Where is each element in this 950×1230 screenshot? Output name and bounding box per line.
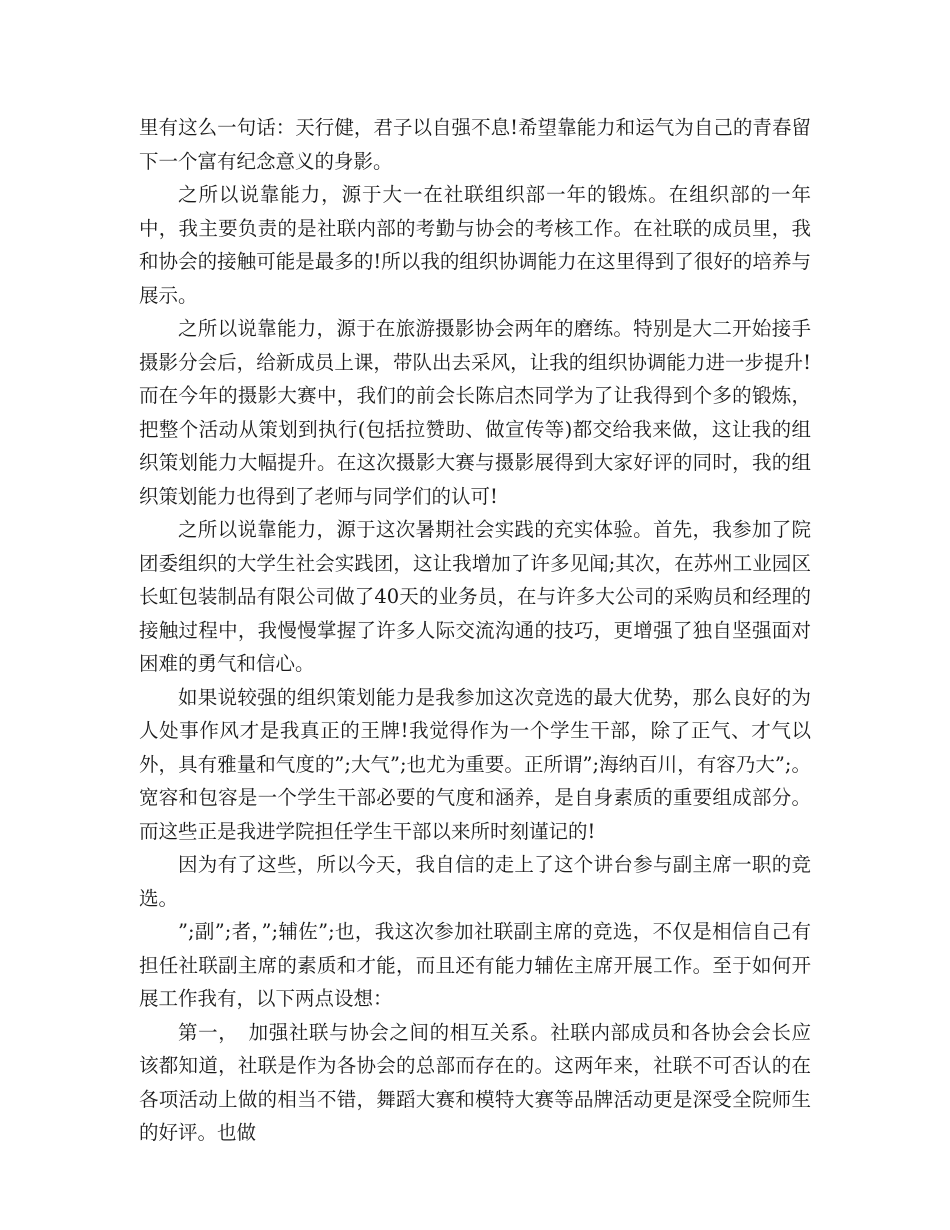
paragraph-3: 之所以说靠能力，源于在旅游摄影协会两年的磨练。特别是大二开始接手摄影分会后，给新成员上课，带队出去采风，让我的组织协调能力进一步提升!而在今年的摄影大赛中，我们的前会长陈启杰同学为了让我得到个多的锻炼，把整个活动从策划到执行(包括拉赞助、做宣传等)都交给我来做，这让我的组织策划能力大幅提升。在这次摄影大赛与摄影展得到大家好评的同时，我的组织策划能力也得到了老师与同学们的认可! <box>139 317 811 508</box>
document-body <box>139 111 811 1150</box>
paragraph-1: 里有这么一句话：天行健，君子以自强不息!希望靠能力和运气为自己的青春留下一个富有纪念意义的身影。 <box>139 116 811 173</box>
paragraph-2: 之所以说靠能力，源于大一在社联组织部一年的锻炼。在组织部的一年中，我主要负责的是社联内部的考勤与协会的考核工作。在社联的成员里，我和协会的接触可能是最多的!所以我的组织协调能力在这里得到了很好的培养与展示。 <box>139 183 811 307</box>
paragraph-6: 因为有了这些，所以今天，我自信的走上了这个讲台参与副主席一职的竞选。 <box>139 853 811 910</box>
paragraph-8: 第一， 加强社联与协会之间的相互关系。社联内部成员和各协会会长应该都知道，社联是作为各协会的总部而存在的。这两年来，社联不可否认的在各项活动上做的相当不错，舞蹈大赛和模特大赛等品牌活动更是深受全院师生的好评。也做 <box>139 1020 811 1144</box>
paragraph-5: 如果说较强的组织策划能力是我参加这次竞选的最大优势，那么良好的为人处事作风才是我真正的王牌!我觉得作为一个学生干部，除了正气、才气以外，具有雅量和气度的”;大气”;也尤为重要。正所谓”;海纳百川，有容乃大”;。宽容和包容是一个学生干部必要的气度和涵养，是自身素质的重要组成部分。而这些正是我进学院担任学生干部以来所时刻谨记的! <box>139 685 811 843</box>
paragraph-4: 之所以说靠能力，源于这次暑期社会实践的充实体验。首先，我参加了院团委组织的大学生社会实践团，这让我增加了许多见闻;其次，在苏州工业园区长虹包装制品有限公司做了40天的业务员，在与许多大公司的采购员和经理的接触过程中，我慢慢掌握了许多人际交流沟通的技巧，更增强了独自坚强面对困难的勇气和信心。 <box>139 518 811 675</box>
paragraph-7: ”;副”;者，”;辅佐”;也，我这次参加社联副主席的竞选，不仅是相信自己有担任社联副主席的素质和才能，而且还有能力辅佐主席开展工作。至于如何开展工作我有，以下两点设想： <box>139 920 811 1010</box>
